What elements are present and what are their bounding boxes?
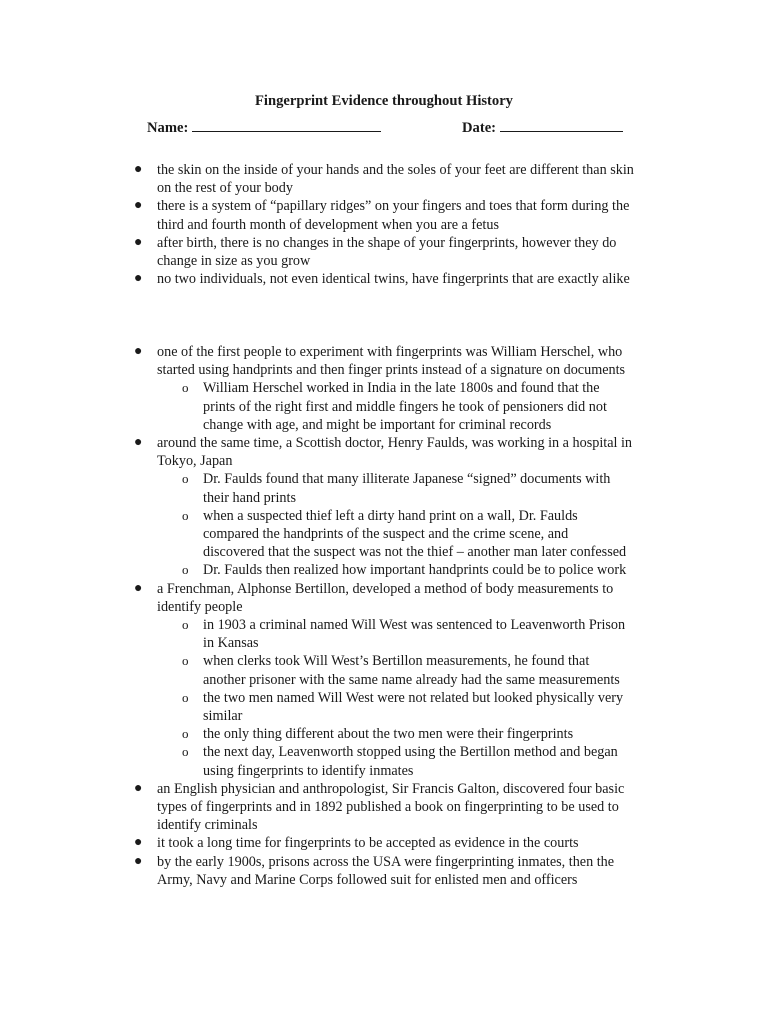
list-item: [0, 434, 637, 580]
list-item-text: one of the first people to experiment with fingerprints was William Herschel, who started using handprints and then finger prints instead of a signature on documents: [157, 344, 626, 379]
sub-list-item: [157, 616, 629, 652]
list-item: [0, 197, 637, 233]
sub-list-item-text: when clerks took Will West’s Bertillon measurements, he found that another prisoner with the same name already had the same measurements: [203, 653, 620, 688]
circle-bullet-icon: o: [182, 562, 189, 578]
list-item-text: a Frenchman, Alphonse Bertillon, developed a method of body measurements to identify people: [157, 580, 614, 615]
list-item-text: it took a long time for fingerprints to be accepted as evidence in the courts: [157, 835, 579, 852]
list-item-text: after birth, there is no changes in the shape of your fingerprints, however they do change in size as you grow: [157, 234, 617, 270]
list-item: [0, 780, 637, 835]
list-item: [0, 161, 637, 197]
sub-list-item: [157, 470, 629, 506]
list-item-text: around the same time, a Scottish doctor, Henry Faulds, was working in a hospital in Tokyo, Japan: [157, 435, 633, 470]
name-label: Name:: [147, 120, 189, 136]
sub-list: [157, 470, 637, 579]
bullet-icon: ●: [134, 580, 143, 596]
sub-list-item: [157, 689, 629, 725]
list-item: [0, 853, 637, 889]
circle-bullet-icon: o: [182, 689, 189, 705]
sub-list-item-text: Dr. Faulds found that many illiterate Japanese “signed” documents with their hand prints: [203, 471, 611, 506]
circle-bullet-icon: o: [182, 471, 189, 487]
circle-bullet-icon: o: [182, 726, 189, 742]
list-item-text: no two individuals, not even identical twins, have fingerprints that are exactly alike: [157, 271, 630, 288]
sub-list-item-text: the two men named Will West were not related but looked physically very similar: [203, 689, 624, 725]
bullet-icon: ●: [134, 435, 143, 451]
list-item-text: the skin on the inside of your hands and the soles of your feet are different than skin on the rest of your body: [157, 162, 634, 197]
bullet-icon: ●: [134, 780, 143, 796]
bullet-list-basics: [0, 161, 768, 288]
circle-bullet-icon: o: [182, 653, 189, 669]
bullet-icon: ●: [134, 271, 143, 287]
sub-list-item: [157, 652, 629, 688]
list-item-text: by the early 1900s, prisons across the USA were fingerprinting inmates, then the Army, Navy and Marine Corps followed suit for enlisted men and officers: [157, 853, 615, 888]
sub-list-item-text: the next day, Leavenworth stopped using the Bertillon method and began using fingerprints to identify inmates: [203, 744, 618, 779]
date-field: [462, 117, 623, 137]
circle-bullet-icon: o: [182, 507, 189, 523]
name-field: [147, 117, 381, 137]
sub-list-item-text: the only thing different about the two men were their fingerprints: [203, 726, 574, 743]
date-label: Date:: [462, 120, 497, 136]
list-item: [0, 580, 637, 780]
sub-list-item: [157, 725, 629, 743]
circle-bullet-icon: o: [182, 617, 189, 633]
list-item-text: an English physician and anthropologist, Sir Francis Galton, discovered four basic types of fingerprints and in 1892 published a book on fingerprinting to be used to identify criminals: [157, 780, 625, 834]
sub-list: [157, 379, 637, 434]
name-blank-line: [192, 117, 381, 132]
sub-list-item-text: when a suspected thief left a dirty hand print on a wall, Dr. Faulds compared the handprints of the suspect and the crime scene, and discovered that the suspect was not the thief – another man later confessed: [203, 507, 627, 561]
circle-bullet-icon: o: [182, 380, 189, 396]
bullet-list-history: [0, 343, 768, 889]
bullet-icon: ●: [134, 853, 143, 869]
sub-list-item-text: William Herschel worked in India in the late 1800s and found that the prints of the right first and middle fingers he took of pensioners did not change with age, and might be important for criminal records: [203, 380, 607, 433]
date-blank-line: [500, 117, 623, 132]
bullet-icon: ●: [134, 344, 143, 359]
bullet-icon: ●: [134, 234, 143, 250]
sub-list-item-text: Dr. Faulds then realized how important handprints could be to police work: [203, 562, 627, 579]
sub-list-item-text: in 1903 a criminal named Will West was sentenced to Leavenworth Prison in Kansas: [203, 617, 626, 652]
list-item: [0, 834, 637, 852]
bullet-icon: ●: [134, 162, 143, 177]
list-item-text: there is a system of “papillary ridges” on your fingers and toes that form during the third and fourth month of development when you are a fetus: [157, 198, 630, 233]
page-title: Fingerprint Evidence throughout History: [255, 93, 513, 109]
sub-list: [157, 616, 637, 780]
sub-list-item: [157, 379, 629, 434]
sub-list-item: [157, 561, 629, 579]
bullet-icon: ●: [134, 835, 143, 851]
list-item: [0, 343, 637, 434]
list-item: [0, 234, 637, 270]
sub-list-item: [157, 743, 629, 779]
list-item: [0, 270, 637, 288]
sub-list-item: [157, 507, 629, 562]
circle-bullet-icon: o: [182, 744, 189, 760]
bullet-icon: ●: [134, 198, 143, 214]
